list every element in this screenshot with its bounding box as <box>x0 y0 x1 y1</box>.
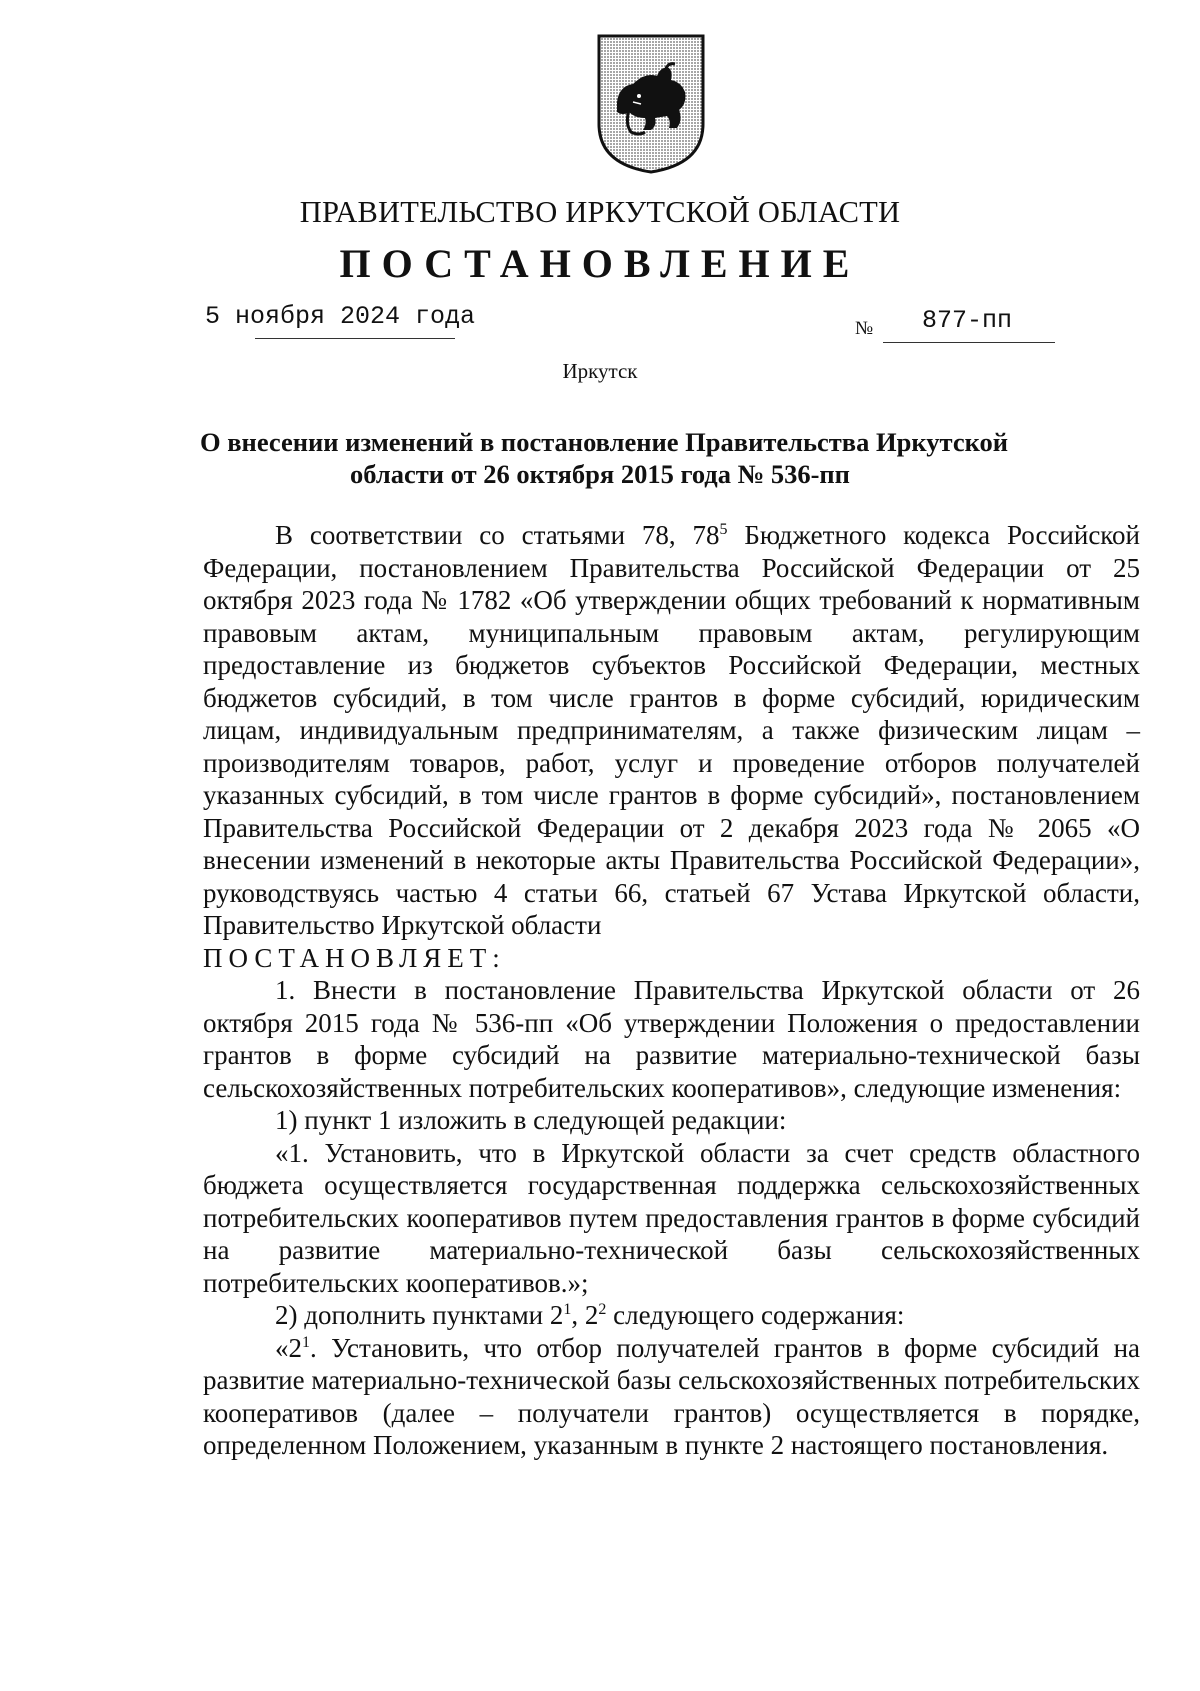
irkutsk-coat-of-arms-icon <box>595 32 707 174</box>
number-sign: № <box>855 318 874 339</box>
date-underline <box>255 338 455 339</box>
subitem-1-heading: 1) пункт 1 изложить в следующей редакции: <box>275 1105 787 1135</box>
city: Иркутск <box>562 359 638 383</box>
subitem-1-text: «1. Установить, что в Иркутской области за счет средств областного бюджета осуществляется государственная поддержка сельскохозяйственных потребительских кооперативов путем предоставления грантов в форме субсидий на развитие материально-технической базы сельскохозяйственных потребительских кооперативов.»; <box>203 1137 1140 1298</box>
intro-paragraph: В соответствии со статьями 78, $78^5$ Бюджетного кодекса Российской Федерации, постановлением Правительства Российской Федерации от 25 октября 2023 года № 1782 «Об утверждении общих требований к нормативным правовым актам, муниципальным правовым актам, регулирующим предоставление из бюджетов субъектов Российской Федерации, местных бюджетов субсидий, в том числе грантов в форме субсидий, юридическим лицам, индивидуальным предпринимателям, а также физическим лицам – производителям товаров, работ, услуг и проведение отборов получателей указанных субсидий, в том числе грантов в форме субсидий», постановлением Правительства Российской Федерации от 2 декабря 2023 года № 2065 «О внесении изменений в некоторые акты Правительства Российской Федерации», руководствуясь частью 4 статьи 66, статьей 67 Устава Иркутской области, Правительство Иркутской области <box>203 520 1140 940</box>
title-line: О внесении изменений в постановление Правительства Иркутской <box>200 427 1009 457</box>
number-underline <box>883 342 1055 343</box>
subitem-2-text: «$2^1$. Установить, что отбор получателей грантов в форме субсидий на развитие материально-технической базы сельскохозяйственных потребительских кооперативов (далее – получатели грантов) осуществляется в порядке, определенном Положением, указанным в пункте 2 настоящего постановления. <box>203 1332 1140 1460</box>
government-name: ПРАВИТЕЛЬСТВО ИРКУТСКОЙ ОБЛАСТИ <box>299 195 901 229</box>
document-number: 877-пп <box>922 306 1013 335</box>
document-date: 5 ноября 2024 года <box>205 302 476 331</box>
document-body <box>203 519 1140 1462</box>
subitem-2-heading: 2) дополнить пунктами $2^1$, $2^2$ следующего содержания: <box>275 1300 905 1330</box>
title-line: области от 26 октября 2015 года № 536-пп <box>350 459 850 489</box>
decree-word: ПОСТАНОВЛЯЕТ: <box>203 942 506 973</box>
emblem <box>595 32 707 174</box>
document-type: ПОСТАНОВЛЕНИЕ <box>339 241 861 286</box>
document-title <box>200 426 1009 490</box>
item-1: 1. Внести в постановление Правительства Иркутской области от 26 октября 2015 года № 536-пп «Об утверждении Положения о предоставлении грантов в форме субсидий на развитие материально-технической базы сельскохозяйственных потребительских кооперативов», следующие изменения: <box>203 975 1140 1103</box>
